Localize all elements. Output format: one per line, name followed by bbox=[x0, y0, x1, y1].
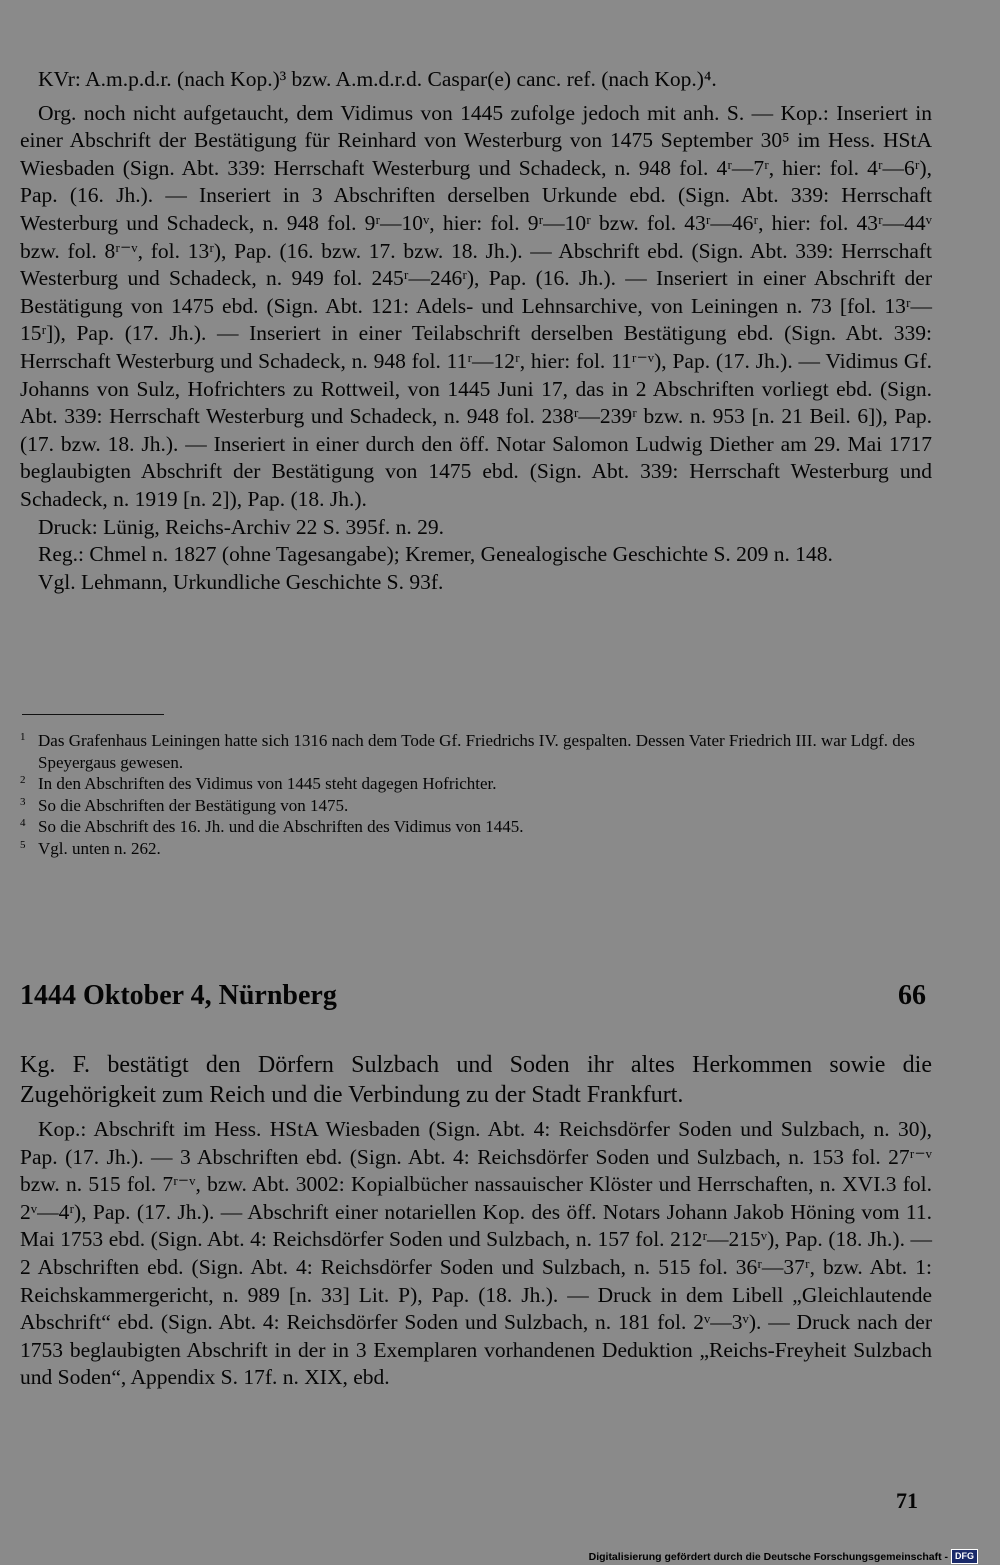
entry-date-place: 1444 Oktober 4, Nürnberg bbox=[20, 980, 337, 1011]
footnote-text: So die Abschrift des 16. Jh. und die Abschriften des Vidimus von 1445. bbox=[38, 817, 524, 836]
footnote-text: Vgl. unten n. 262. bbox=[38, 838, 161, 858]
entry-heading bbox=[20, 980, 932, 1012]
entry-regest: Kg. F. bestätigt den Dörfern Sulzbach und Soden ihr altes Herkommen sowie die Zugehörigkeit zum Reich und die Verbindung zu der Stadt Frankfurt. bbox=[20, 1052, 932, 1108]
entry-number: 66 bbox=[898, 980, 926, 1011]
footnote bbox=[20, 838, 932, 860]
footnote-text: Das Grafenhaus Leiningen hatte sich 1316 nach dem Tode Gf. Friedrichs IV. gespalten. Dessen Vater Friedrich III. war Ldgf. des Speyergaus gewesen. bbox=[38, 731, 915, 772]
footnote bbox=[20, 795, 932, 817]
footnote-number: 1 bbox=[20, 731, 26, 743]
dfg-logo: DFG bbox=[951, 1549, 978, 1564]
entry-kop-paragraph: Kop.: Abschrift im Hess. HStA Wiesbaden (Sign. Abt. 4: Reichsdörfer Soden und Sulzbach, n. 30), Pap. (17. Jh.). — 3 Abschriften ebd. (Sign. Abt. 4: Reichsdörfer Soden und Sulzbach, n. 153 fol. 27ʳ⁻ᵛ bzw. n. 515 fol. 7ʳ⁻ᵛ, bzw. Abt. 3002: Kopialbücher nassauischer Klöster und Herrschaften, n. XVI.3 fol. 2ᵛ—4ʳ), Pap. (17. Jh.). — Abschrift einer notariellen Kop. des öff. Notars Johann Jakob Höning vom 11. Mai 1753 ebd. (Sign. Abt. 4: Reichsdörfer Soden und Sulzbach, n. 157 fol. 212ʳ—215ᵛ), Pap. (18. Jh.). — 2 Abschriften ebd. (Sign. Abt. 4: Reichsdörfer Soden und Sulzbach, n. 515 fol. 36ʳ—37ʳ, bzw. Abt. 1: Reichskammergericht, n. 989 [n. 33] Lit. P), Pap. (18. Jh.). — Druck in dem Libell „Gleichlautende Abschrift“ ebd. (Sign. Abt. 4: Reichsdörfer Soden und Sulzbach, n. 181 fol. 2ᵛ—3ᵛ). — Druck nach der 1753 beglaubigten Abschrift in der in 3 Exemplaren vorhandenen Deduktion „Reichs-Freyheit Sulzbach und Soden“, Appendix S. 17f. n. XIX, ebd. bbox=[20, 1117, 932, 1390]
vgl-line: Vgl. Lehmann, Urkundliche Geschichte S. 93f. bbox=[38, 569, 444, 594]
druck-line: Druck: Lünig, Reichs-Archiv 22 S. 395f. n. 29. bbox=[38, 514, 445, 539]
footnote-number: 2 bbox=[20, 774, 26, 786]
footnote-number: 3 bbox=[20, 795, 26, 808]
footnotes bbox=[20, 730, 932, 859]
footnote-text: In den Abschriften des Vidimus von 1445 steht dagegen Hofrichter. bbox=[38, 774, 497, 793]
footnote bbox=[20, 816, 932, 838]
page-number: 71 bbox=[896, 1488, 918, 1513]
reg-line: Reg.: Chmel n. 1827 (ohne Tagesangabe); Kremer, Genealogische Geschichte S. 209 n. 148. bbox=[38, 542, 833, 567]
footer-text: Digitalisierung gefördert durch die Deutsche Forschungsgemeinschaft - bbox=[588, 1550, 948, 1563]
footnote-text: So die Abschriften der Bestätigung von 1475. bbox=[38, 795, 349, 815]
org-paragraph: Org. noch nicht aufgetaucht, dem Vidimus von 1445 zufolge jedoch mit anh. S. — Kop.: Inseriert in einer Abschrift der Bestätigung für Reinhard von Westerburg von 1475 September 30⁵ im Hess. HStA Wiesbaden (Sign. Abt. 339: Herrschaft Westerburg und Schadeck, n. 948 fol. 4ʳ—7ʳ, hier: fol. 4ʳ—6ʳ), Pap. (16. Jh.). — Inseriert in 3 Abschriften derselben Urkunde ebd. (Sign. Abt. 339: Herrschaft Westerburg und Schadeck, n. 948 fol. 9ʳ—10ᵛ, hier: fol. 9ʳ—10ʳ bzw. fol. 43ʳ—46ʳ, hier: fol. 43ʳ—44ᵛ bzw. fol. 8ʳ⁻ᵛ, fol. 13ʳ), Pap. (16. bzw. 17. bzw. 18. Jh.). — Abschrift ebd. (Sign. Abt. 339: Herrschaft Westerburg und Schadeck, n. 949 fol. 245ʳ—246ʳ), Pap. (16. Jh.). — Inseriert in einer Abschrift der Bestätigung von 1475 ebd. (Sign. Abt. 121: Adels- und Lehnsarchive, von Leiningen n. 73 [fol. 13ʳ—15ʳ]), Pap. (17. Jh.). — Inseriert in einer Teilabschrift derselben Bestätigung ebd. (Sign. Abt. 339: Herrschaft Westerburg und Schadeck, n. 948 fol. 11ʳ—12ʳ, hier: fol. 11ʳ⁻ᵛ), Pap. (17. Jh.). — Vidimus Gf. Johanns von Sulz, Hofrichters zu Rottweil, von 1445 Juni 17, das in 2 Abschriften vorliegt ebd. (Sign. Abt. 339: Herrschaft Westerburg und Schadeck, n. 948 fol. 238ʳ—239ʳ bzw. n. 953 [n. 21 Beil. 6]), Pap. (17. bzw. 18. Jh.). — Inseriert in einer durch den öff. Notar Salomon Ludwig Diether am 29. Mai 1717 beglaubigten Abschrift der Bestätigung von 1475 ebd. (Sign. Abt. 339: Herrschaft Westerburg und Schadeck, n. 1919 [n. 2]), Pap. (18. Jh.). bbox=[20, 100, 932, 511]
digitization-footer bbox=[589, 1549, 978, 1564]
footnote-number: 4 bbox=[20, 817, 26, 829]
entry-body bbox=[20, 1050, 932, 1392]
kvr-line: KVr: A.m.p.d.r. (nach Kop.)³ bzw. A.m.d.r.d. Caspar(e) canc. ref. (nach Kop.)⁴. bbox=[38, 67, 717, 91]
footnote bbox=[20, 773, 932, 795]
upper-apparatus bbox=[20, 66, 932, 596]
footnote bbox=[20, 730, 932, 773]
footnote-rule bbox=[22, 714, 164, 715]
footnote-number: 5 bbox=[20, 838, 26, 851]
